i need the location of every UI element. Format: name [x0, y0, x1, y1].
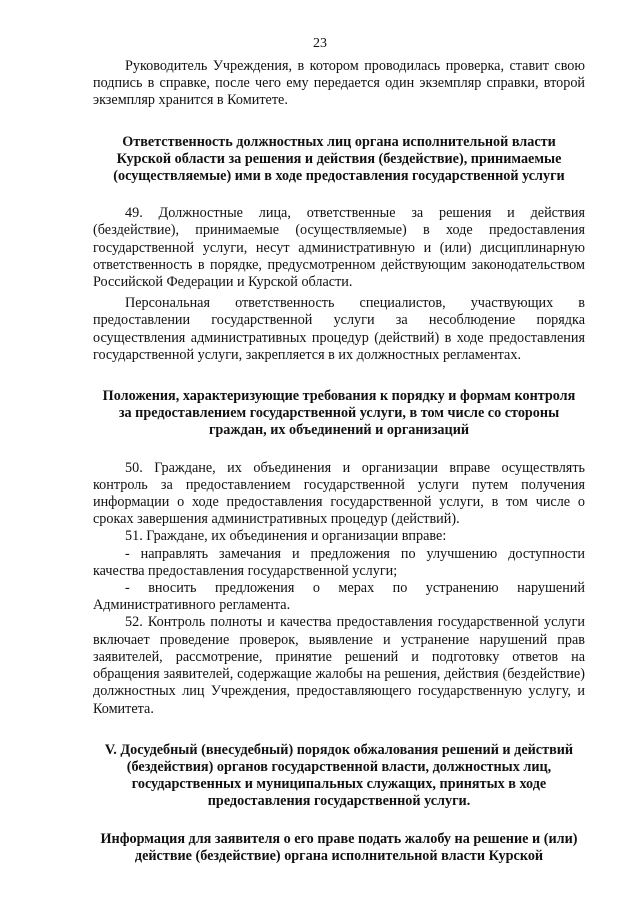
page-number: 23: [313, 36, 327, 51]
heading-control-requirements: Положения, характеризующие требования к порядку и формам контроля за предоставлением государственной услуги, в том числе со стороны граждан, их объединений и организаций: [102, 388, 576, 439]
paragraph-49: 49. Должностные лица, ответственные за решения и действия (бездействие), принимаемые (осуществляемые) в ходе предоставления государственной услуги, несут административную и (или) дисциплинарную ответственность в порядке, предусмотренном действующим законодательством Российской Федерации и Курской области.: [93, 205, 585, 291]
heading-section-v: V. Досудебный (внесудебный) порядок обжалования решений и действий (бездействия) органов государственной власти, должностных лиц, государственных и муниципальных служащих, принятых в ходе предоставления государственной услуги.: [104, 741, 574, 810]
paragraph-51-item-1: - направлять замечания и предложения по улучшению доступности качества предоставления государственной услуги;: [93, 545, 585, 579]
paragraph-51: 51. Граждане, их объединения и организации вправе:: [125, 528, 447, 545]
paragraph-52: 52. Контроль полноты и качества предоставления государственной услуги включает проведение проверок, выявление и устранение нарушений прав заявителей, рассмотрение, принятие решений и подготовку ответов на обращения заявителей, содержащие жалобы на решения, действия (бездействие) должностных лиц Учреждения, предоставляющего государственную услугу, и Комитета.: [93, 614, 585, 717]
paragraph-51-item-2: - вносить предложения о мерах по устранению нарушений Административного регламента.: [93, 580, 585, 614]
heading-responsibility: Ответственность должностных лиц органа исполнительной власти Курской области за решения и действия (бездействие), принимаемые (осуществляемые) ими в ходе предоставления государственной услуги: [113, 133, 565, 185]
paragraph-personal-responsibility: Персональная ответственность специалистов, участвующих в предоставлении государственной услуги за несоблюдение порядка осуществления административных процедур (действий) в ходе предоставления государственной услуги, закрепляется в их должностных регламентах.: [93, 295, 585, 363]
paragraph-signature-note: Руководитель Учреждения, в котором проводилась проверка, ставит свою подпись в справке, после чего ему передается один экземпляр справки, второй экземпляр хранится в Комитете.: [93, 58, 585, 109]
page-content: [93, 58, 585, 865]
heading-complaint-info: Информация для заявителя о его праве подать жалобу на решение и (или) действие (бездействие) органа исполнительной власти Курской: [100, 830, 578, 864]
paragraph-50: 50. Граждане, их объединения и организации вправе осуществлять контроль за предоставлением государственной услуги путем получения информации о ходе предоставления государственной услуги, в том числе о сроках завершения административных процедур (действий).: [93, 459, 585, 528]
